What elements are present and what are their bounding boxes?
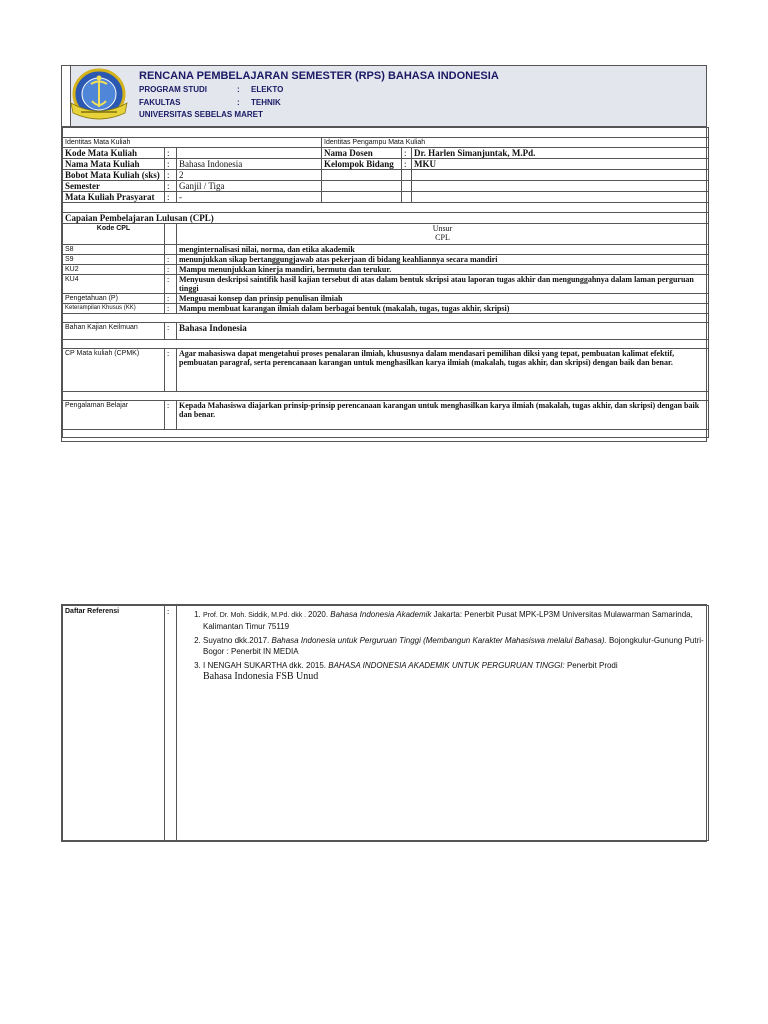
cpl-row: Pengetahuan (P) : Menguasai konsep dan prinsip penulisan ilmiah bbox=[63, 294, 709, 304]
university-seal-icon bbox=[69, 67, 129, 125]
lecturer-name: Dr. Harlen Simanjuntak, M.Pd. bbox=[412, 148, 709, 159]
identity-row: Nama Mata Kuliah : Bahasa Indonesia Kelompok Bidang : MKU bbox=[63, 159, 709, 170]
references-list bbox=[179, 609, 706, 682]
reference-item: 3. I NENGAH SUKARTHA dkk. 2015. BAHASA INDONESIA AKADEMIK UNTUK PERGURUAN TINGGI: Penerbit Prodi Bahasa Indonesia FSB Unud bbox=[203, 660, 706, 682]
cpl-row: S9 : menunjukkan sikap bertanggungjawab atas pekerjaan di bidang keahliannya secara mandiri bbox=[63, 255, 709, 265]
cpl-column-header-row bbox=[63, 224, 709, 245]
identity-row: Mata Kuliah Prasyarat : - bbox=[63, 192, 709, 203]
cpl-row: S8 menginternalisasi nilai, norma, dan etika akademik bbox=[63, 245, 709, 255]
cpl-unsur-header: Unsur bbox=[432, 224, 453, 233]
course-name: Bahasa Indonesia bbox=[177, 159, 322, 170]
reference-item: 2. Suyatno dkk.2017. Bahasa Indonesia untuk Perguruan Tinggi (Membangun Karakter Mahasiswa melalui Bahasa). Bojongkulur-Gunung Putri-Bogor : Penerbit IN MEDIA bbox=[203, 635, 706, 657]
bahan-kajian-row: Bahan Kajian Keilmuan : Bahasa Indonesia bbox=[63, 323, 709, 340]
bahan-kajian-value: Bahasa Indonesia bbox=[177, 323, 709, 340]
cpmk-text: Agar mahasiswa dapat mengetahui proses penalaran ilmiah, khususnya dalam mendasari pemilihan diksi yang tepat, pembuatan kalimat efektif, bbox=[179, 349, 675, 358]
pengalaman-row: Pengalaman Belajar : Kepada Mahasiswa diajarkan prinsip-prinsip perencanaan karangan untuk menghasilkan karya ilmiah (makalah, tugas akhir, dan skripsi) dengan baik dan benar. bbox=[63, 401, 709, 430]
identity-row: Semester : Ganjil / Tiga bbox=[63, 181, 709, 192]
reference-item: 1. Prof. Dr. Moh. Siddik, M.Pd. dkk . 2020. Bahasa Indonesia Akademik Jakarta: Penerbit Pusat MPK-LP3M Universitas Mulawarman Samarinda, Kalimantan Timur 75119 bbox=[203, 609, 706, 632]
program-label: PROGRAM STUDI bbox=[139, 85, 207, 94]
cpl-code-header: Kode CPL bbox=[63, 224, 165, 245]
identity-row: Kode Mata Kuliah : Nama Dosen : Dr. Harlen Simanjuntak, M.Pd. bbox=[63, 148, 709, 159]
cpmk-row: CP Mata kuliah (CPMK) : Agar mahasiswa dapat mengetahui proses penalaran ilmiah, khususnya dalam mendasari pemilihan diksi yang tepat, pembuatan kalimat efektif, pembuatan paragraf, serta perencanaan karangan untuk menghasilkan karya ilmiah (makalah, tugas akhir, dan skripsi) dengan baik dan benar. bbox=[63, 349, 709, 392]
rps-sheet bbox=[61, 65, 707, 442]
identity-lecturer-heading: Identitas Pengampu Mata Kuliah bbox=[322, 138, 709, 148]
identity-heading-row bbox=[63, 138, 709, 148]
spacer-row bbox=[63, 314, 709, 323]
program-value: ELEKTO bbox=[251, 85, 284, 94]
document-title: RENCANA PEMBELAJARAN SEMESTER (RPS) BAHASA INDONESIA bbox=[139, 70, 499, 82]
bahan-kajian-label: Bahan Kajian Keilmuan bbox=[63, 323, 165, 340]
spacer-row bbox=[63, 340, 709, 349]
cpl-heading: Capaian Pembelajaran Lulusan (CPL) bbox=[63, 213, 709, 224]
document-header bbox=[62, 66, 706, 127]
pengalaman-label: Pengalaman Belajar bbox=[63, 401, 165, 430]
faculty-value: TEHNIK bbox=[251, 98, 281, 107]
cpl-row: Keterampilan Khusus (KK) : Mampu membuat karangan ilmiah dalam berbagai bentuk (makalah, tugas, tugas akhir, skripsi) bbox=[63, 304, 709, 314]
cpl-unsur-subheader: CPL bbox=[435, 233, 450, 242]
identity-row: Bobot Mata Kuliah (sks) : 2 bbox=[63, 170, 709, 181]
cpmk-label: CP Mata kuliah (CPMK) bbox=[63, 349, 165, 392]
pengalaman-text: Kepada Mahasiswa diajarkan prinsip-prinsip perencanaan karangan untuk menghasilkan karya ilmiah (makalah, tugas akhir, dan skripsi) dengan baik dan benar. bbox=[177, 401, 709, 430]
spacer-row bbox=[63, 392, 709, 401]
spacer-row bbox=[63, 203, 709, 213]
references-table: Daftar Referensi : 1. Prof. Dr. Moh. Siddik, M.Pd. dkk . 2020. Bahasa Indonesia Akademik Jakarta: Penerbit Pusat MPK-LP3M Universitas Mulawarman Samarinda, Kalimantan Timur 75119 2. Suyatno dkk.2017. Bahasa Indonesia untuk Perguruan Tinggi (Membangun Karakter Mahasiswa melalui Bahasa). Bojongkulur-Gunung Putri-Bogor : Penerbit IN MEDIA 3. I NENGAH SUKARTHA dkk. 2015. BAHASA INDONESIA AKADEMIK UNTUK PERGURUAN TINGGI: Penerbit Prodi Bahasa Indonesia FSB Unud bbox=[62, 605, 709, 841]
cpl-heading-row bbox=[63, 213, 709, 224]
rps-table bbox=[62, 127, 709, 438]
references-label: Daftar Referensi bbox=[63, 606, 165, 841]
university-name: UNIVERSITAS SEBELAS MARET bbox=[139, 110, 263, 119]
spacer-row bbox=[63, 128, 709, 138]
cpl-row: KU2 : Mampu menunjukkan kinerja mandiri, bermutu dan terukur. bbox=[63, 265, 709, 275]
references-sheet bbox=[61, 604, 707, 842]
spacer-row bbox=[63, 430, 709, 438]
faculty-line: FAKULTAS : TEHNIK bbox=[139, 98, 281, 107]
cpl-row: KU4 : Menyusun deskripsi saintifik hasil kajian tersebut di atas dalam bentuk skripsi atau laporan tugas akhir dan mengunggahnya dalam laman perguruan tinggi bbox=[63, 275, 709, 294]
faculty-label: FAKULTAS bbox=[139, 98, 181, 107]
program-line: PROGRAM STUDI : ELEKTO bbox=[139, 85, 284, 94]
identity-course-heading: Identitas Mata Kuliah bbox=[63, 138, 322, 148]
cpmk-text-continued: pembuatan paragraf, serta perencanaan karangan untuk menghasilkan karya ilmiah (makalah, tugas akhir, dan skripsi) dengan baik dan benar. bbox=[179, 358, 673, 367]
